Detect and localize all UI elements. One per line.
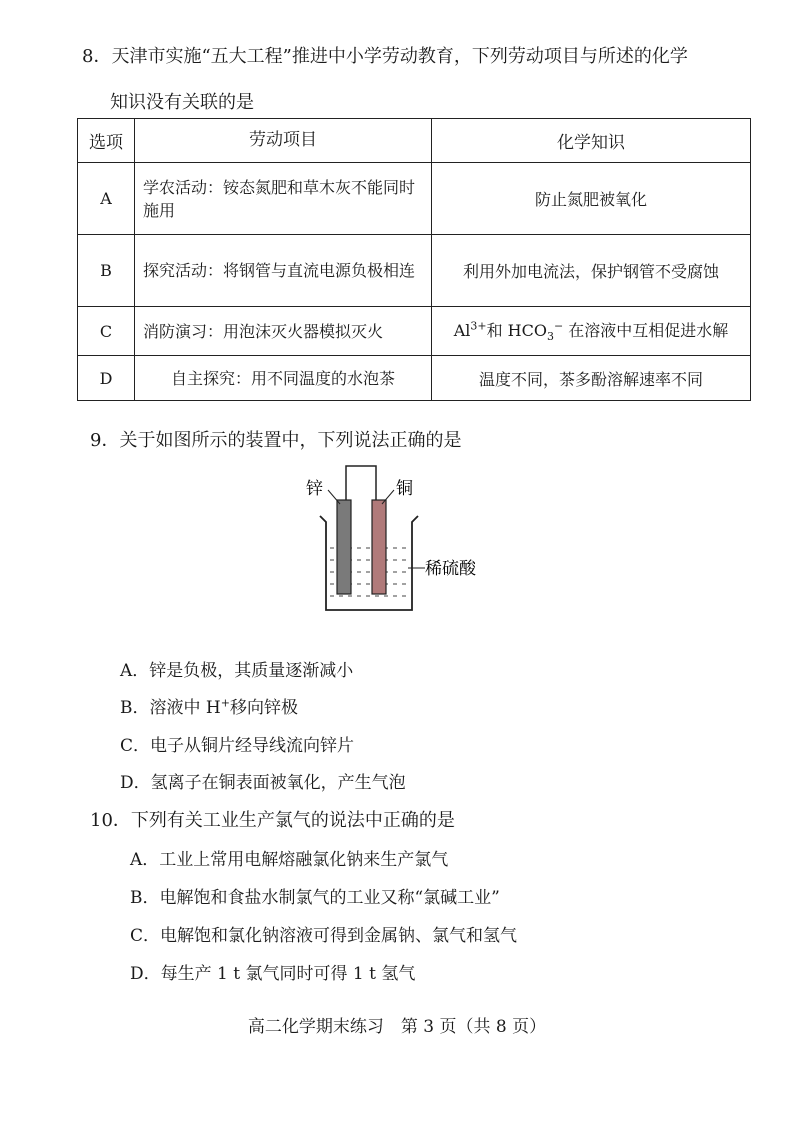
q10-option-c: C．电解饱和氯化钠溶液可得到金属钠、氯气和氢气	[130, 926, 518, 946]
acid-label: 稀硫酸	[425, 559, 476, 579]
row-knowledge: 防止氮肥被氧化	[432, 163, 751, 235]
q9-option-d: D．氢离子在铜表面被氧化，产生气泡	[120, 773, 406, 793]
row-item: 学农活动：铵态氮肥和草木灰不能同时施用	[135, 163, 432, 235]
formula-hco: 和 HCO	[486, 321, 547, 341]
q9-option-b-pre: B．溶液中 H	[120, 698, 221, 718]
q9-option-b-post: 移向锌极	[229, 698, 298, 718]
row-option: D	[78, 356, 135, 401]
galvanic-cell-diagram	[300, 460, 500, 620]
table-row	[78, 163, 751, 235]
q10-option-a: A．工业上常用电解熔融氯化钠来生产氯气	[130, 850, 449, 870]
q10-option-b: B．电解饱和食盐水制氯气的工业又称“氯碱工业”	[130, 888, 500, 908]
copper-leader-line	[382, 490, 394, 504]
row-knowledge: 利用外加电流法，保护钢管不受腐蚀	[432, 235, 751, 307]
header-labor-item: 劳动项目	[135, 119, 432, 163]
table-row	[78, 307, 751, 356]
zinc-label: 锌	[306, 479, 323, 499]
copper-electrode	[372, 500, 386, 594]
q8-stem-line2: 知识没有关联的是	[110, 92, 254, 113]
table-row	[78, 235, 751, 307]
q9-option-c: C．电子从铜片经导线流向锌片	[120, 736, 355, 756]
zinc-leader-line	[328, 490, 340, 504]
row-option: B	[78, 235, 135, 307]
formula-hco-charge: −	[553, 320, 564, 334]
row-item: 消防演习：用泡沫灭火器模拟灭火	[135, 307, 432, 356]
row-option: C	[78, 307, 135, 356]
q8-stem-line1: 8．天津市实施“五大工程”推进中小学劳动教育，下列劳动项目与所述的化学	[82, 46, 688, 67]
q9-option-b	[120, 693, 298, 718]
row-option: A	[78, 163, 135, 235]
table-header-row	[78, 119, 751, 163]
formula-al: Al	[453, 321, 471, 341]
header-option: 选项	[78, 119, 135, 163]
table-row	[78, 356, 751, 401]
wire	[346, 466, 376, 505]
q9-option-a: A．锌是负极，其质量逐渐减小	[120, 661, 354, 681]
row-item: 自主探究：用不同温度的水泡茶	[135, 356, 432, 401]
row-knowledge	[432, 307, 751, 356]
row-item: 探究活动：将钢管与直流电源负极相连	[135, 235, 432, 307]
formula-al-charge: 3+	[470, 320, 487, 334]
page-footer: 高二化学期末练习 第 3 页（共 8 页）	[247, 1017, 547, 1037]
q10-option-d: D．每生产 1 t 氯气同时可得 1 t 氢气	[130, 964, 416, 984]
formula-hco-sub: 3	[546, 330, 554, 344]
q10-stem: 10．下列有关工业生产氯气的说法中正确的是	[90, 810, 455, 831]
copper-label: 铜	[396, 479, 413, 499]
formula-rest: 在溶液中互相促进水解	[563, 321, 729, 341]
q9-option-b-sup: +	[220, 696, 230, 710]
q8-table	[77, 118, 751, 401]
zinc-electrode	[337, 500, 351, 594]
header-chem-knowledge: 化学知识	[432, 119, 751, 163]
row-knowledge: 温度不同，茶多酚溶解速率不同	[432, 356, 751, 401]
q9-stem: 9．关于如图所示的装置中，下列说法正确的是	[90, 430, 462, 451]
